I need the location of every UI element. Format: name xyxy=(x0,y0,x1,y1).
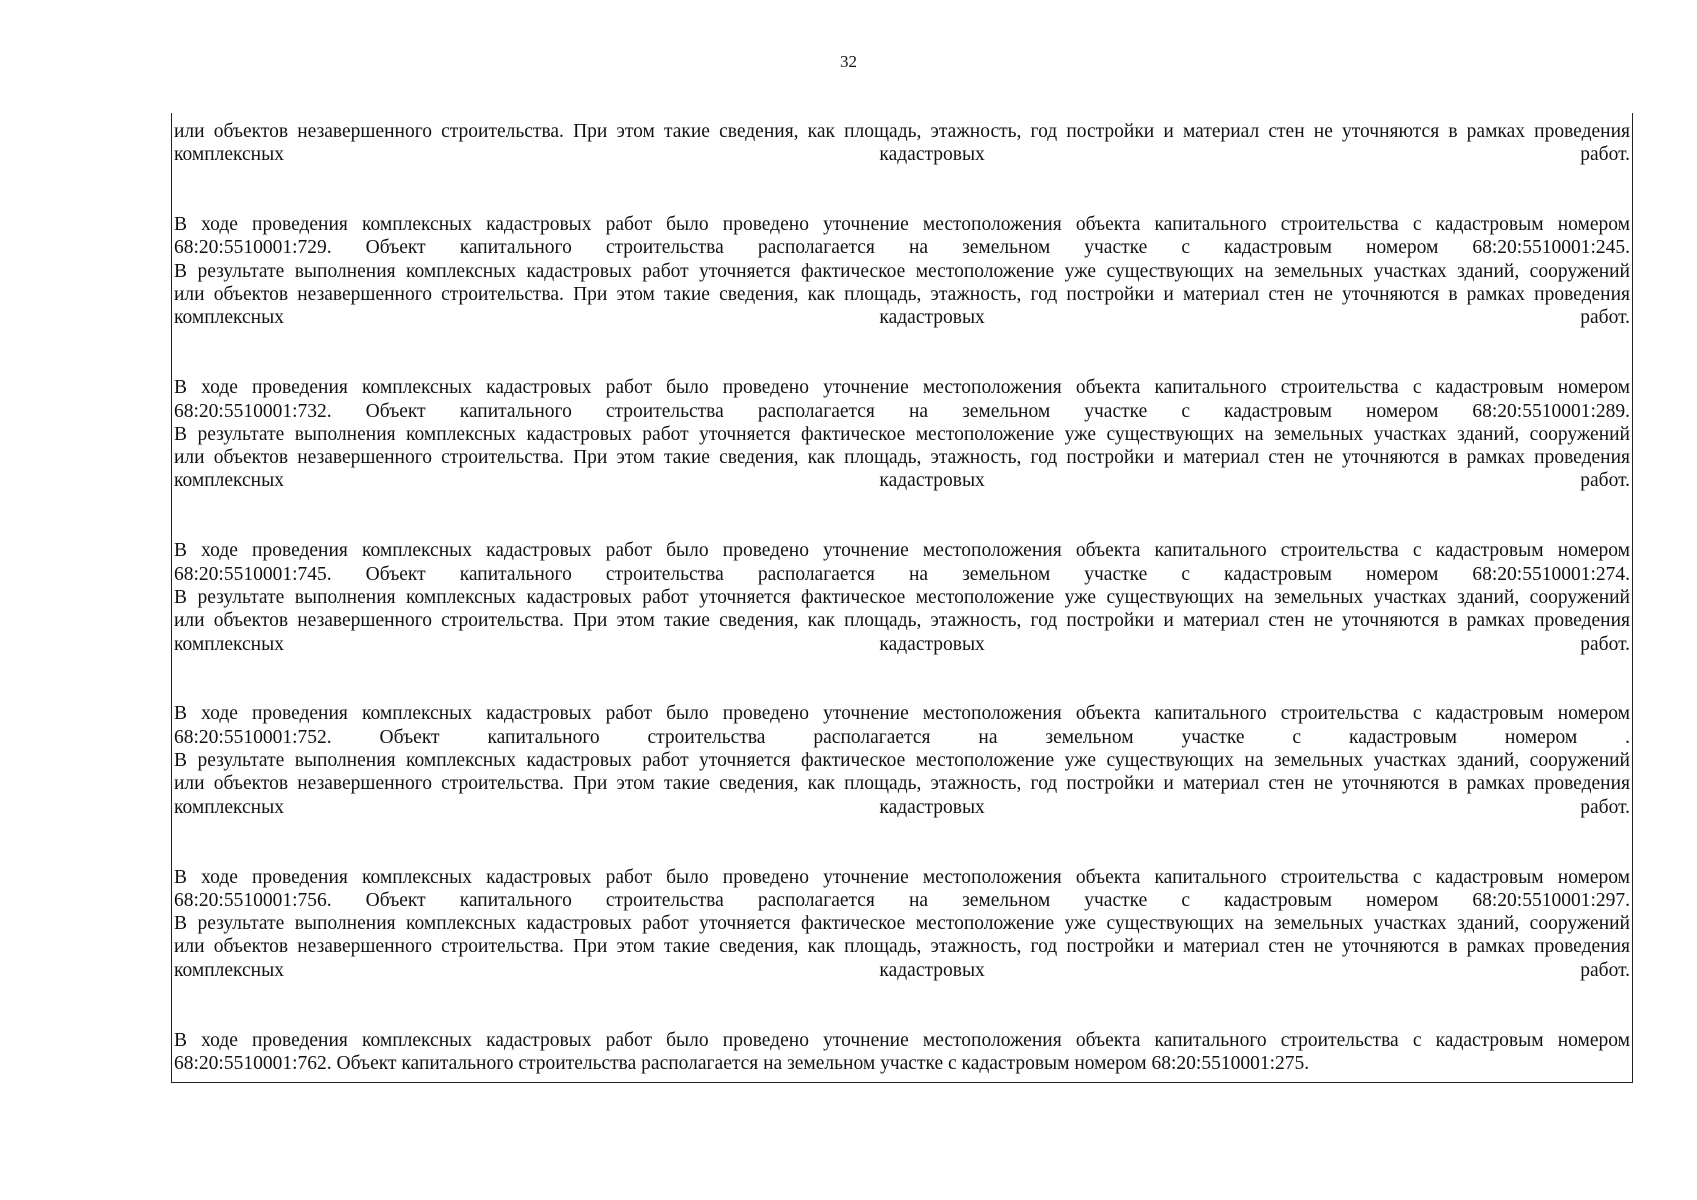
text-line: В результате выполнения комплексных кадастровых работ уточняется фактическое местоположение уже существующих на земельных участках зданий, сооружений xyxy=(174,423,1630,445)
text-line: В ходе проведения комплексных кадастровых работ было проведено уточнение местоположения объекта капитального строительства с кадастровым номером xyxy=(174,214,1630,236)
paragraph-object-729 xyxy=(174,213,1630,329)
text-line: 68:20:5510001:729. Объект капитального строительства располагается на земельном участке с кадастровым номером 68:20:5510001:245. xyxy=(174,237,1630,259)
text-line: В ходе проведения комплексных кадастровых работ было проведено уточнение местоположения объекта капитального строительства с кадастровым номером xyxy=(174,703,1630,725)
text-line: В результате выполнения комплексных кадастровых работ уточняется фактическое местоположение уже существующих на земельных участках зданий, сооружений xyxy=(174,586,1630,608)
text-line: В ходе проведения комплексных кадастровых работ было проведено уточнение местоположения объекта капитального строительства с кадастровым номером xyxy=(174,866,1630,888)
paragraph-object-745 xyxy=(174,539,1630,655)
text-line: 68:20:5510001:752. Объект капитального строительства располагается на земельном участке с кадастровым номером . xyxy=(174,726,1630,748)
text-line: В ходе проведения комплексных кадастровых работ было проведено уточнение местоположения объекта капитального строительства с кадастровым номером xyxy=(174,377,1630,399)
text-line: комплексных кадастровых работ. xyxy=(174,959,1630,981)
text-line: комплексных кадастровых работ. xyxy=(174,470,1630,492)
text-line: или объектов незавершенного строительства. При этом такие сведения, как площадь, этажность, год постройки и материал стен не уточняются в рамках проведения xyxy=(174,773,1630,795)
text-line: или объектов незавершенного строительства. При этом такие сведения, как площадь, этажность, год постройки и материал стен не уточняются в рамках проведения xyxy=(174,447,1630,469)
text-line: В результате выполнения комплексных кадастровых работ уточняется фактическое местоположение уже существующих на земельных участках зданий, сооружений xyxy=(174,750,1630,772)
paragraph-continuation xyxy=(174,120,1630,167)
text-line: комплексных кадастровых работ. xyxy=(174,144,1630,166)
text-line: 68:20:5510001:732. Объект капитального строительства располагается на земельном участке с кадастровым номером 68:20:5510001:289. xyxy=(174,400,1630,422)
paragraph-object-752 xyxy=(174,702,1630,818)
text-line: 68:20:5510001:745. Объект капитального строительства располагается на земельном участке с кадастровым номером 68:20:5510001:274. xyxy=(174,563,1630,585)
text-line: или объектов незавершенного строительства. При этом такие сведения, как площадь, этажность, год постройки и материал стен не уточняются в рамках проведения xyxy=(174,936,1630,958)
text-line: комплексных кадастровых работ. xyxy=(174,796,1630,818)
text-line: В ходе проведения комплексных кадастровых работ было проведено уточнение местоположения объекта капитального строительства с кадастровым номером xyxy=(174,540,1630,562)
text-line: В результате выполнения комплексных кадастровых работ уточняется фактическое местоположение уже существующих на земельных участках зданий, сооружений xyxy=(174,260,1630,282)
paragraph-object-732 xyxy=(174,376,1630,492)
text-line: В ходе проведения комплексных кадастровых работ было проведено уточнение местоположения объекта капитального строительства с кадастровым номером xyxy=(174,1029,1630,1051)
text-line: или объектов незавершенного строительства. При этом такие сведения, как площадь, этажность, год постройки и материал стен не уточняются в рамках проведения xyxy=(174,121,1630,142)
text-line: комплексных кадастровых работ. xyxy=(174,633,1630,655)
text-line: или объектов незавершенного строительства. При этом такие сведения, как площадь, этажность, год постройки и материал стен не уточняются в рамках проведения xyxy=(174,284,1630,306)
text-line: 68:20:5510001:762. Объект капитального строительства располагается на земельном участке с кадастровым номером 68:20:5510001:275. xyxy=(174,1052,1310,1074)
paragraph-object-756 xyxy=(174,866,1630,982)
document-body xyxy=(174,120,1630,1075)
text-line: или объектов незавершенного строительства. При этом такие сведения, как площадь, этажность, год постройки и материал стен не уточняются в рамках проведения xyxy=(174,610,1630,632)
text-line: комплексных кадастровых работ. xyxy=(174,307,1630,329)
page-number: 32 xyxy=(840,52,857,71)
text-line: 68:20:5510001:756. Объект капитального строительства располагается на земельном участке с кадастровым номером 68:20:5510001:297. xyxy=(174,889,1630,911)
text-line: В результате выполнения комплексных кадастровых работ уточняется фактическое местоположение уже существующих на земельных участках зданий, сооружений xyxy=(174,913,1630,935)
paragraph-object-762 xyxy=(174,1029,1630,1076)
